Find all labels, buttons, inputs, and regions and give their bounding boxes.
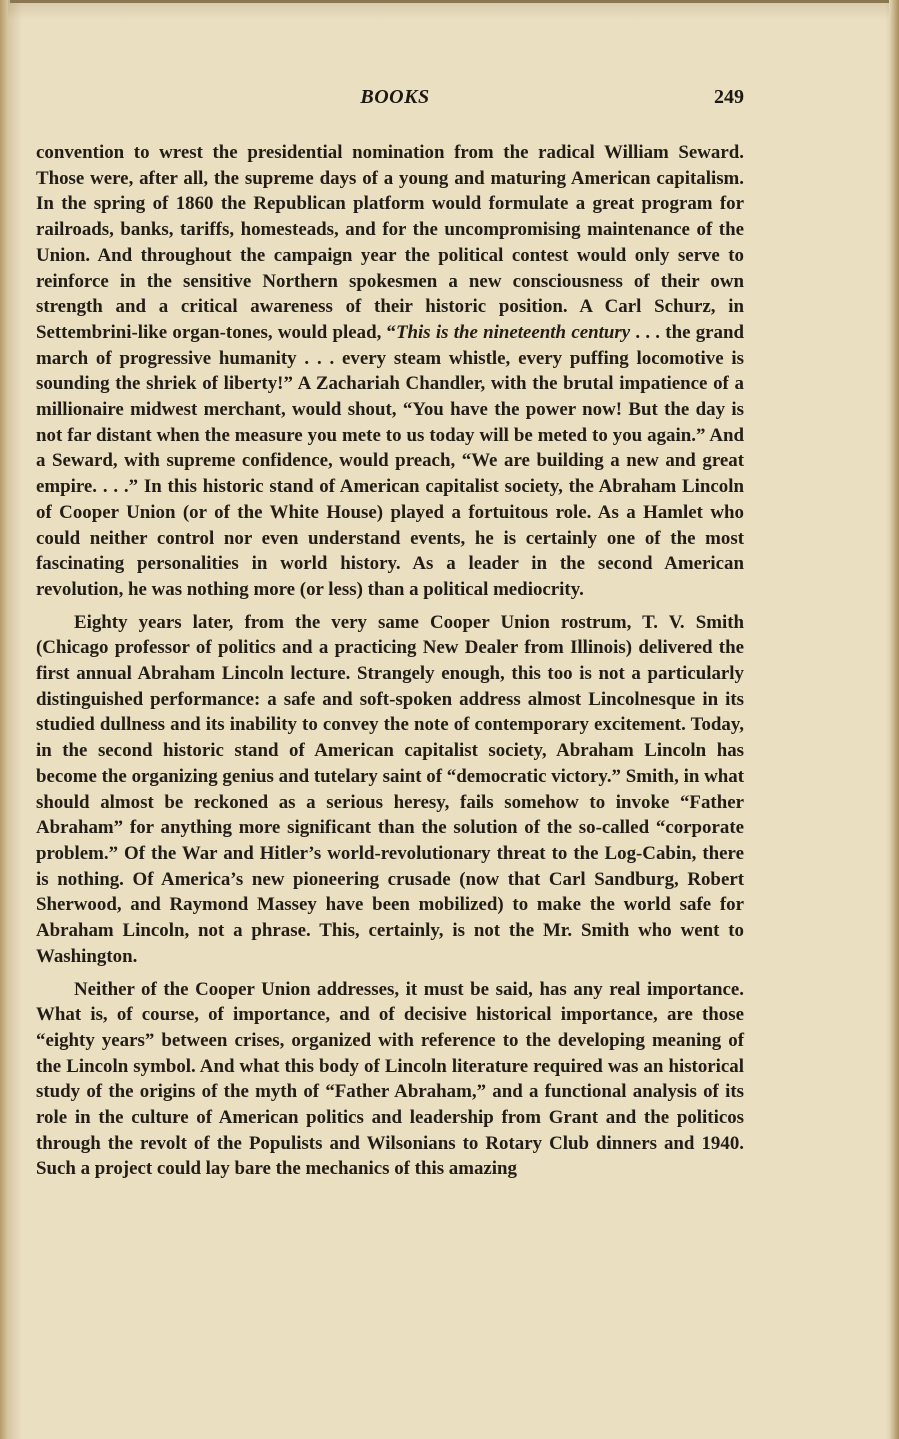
paragraph-1 <box>36 140 744 603</box>
running-head: BOOKS <box>360 86 430 108</box>
page-header <box>36 86 754 116</box>
paragraph-1-part-1: convention to wrest the presidential nomination from the radical William Seward. Those were, after all, the supreme days of a young and maturing American capitalism. In the spring of 1860 the Republican platform would formulate a great program for railroads, banks, tariffs, homesteads, and for the uncompromising maintenance of the Union. And throughout the campaign year the political contest would only serve to reinforce in the sensitive Northern spokesmen a new consciousness of their own strength and a critical awareness of their historic position. A Carl Schurz, in Settembrini-like organ-tones, would plead, “ <box>36 142 744 343</box>
page-top-edge <box>10 0 889 3</box>
page-number: 249 <box>714 86 744 108</box>
paragraph-1-part-3: . . . the grand march of progressive humanity . . . every steam whistle, every puffing locomotive is sounding the shriek of liberty!” A Zachariah Chandler, with the brutal impatience of a millionaire midwest merchant, would shout, “You have the power now! But the day is not far distant when the measure you mete to us today will be meted to you again.” And a Seward, with supreme confidence, would preach, “We are building a new and great empire. . . .” In this historic stand of American capitalist society, the Abraham Lincoln of Cooper Union (or of the White House) played a fortuitous role. As a Hamlet who could neither control nor even understand events, he is certainly one of the most fascinating personalities in world history. As a leader in the second American revolution, he was nothing more (or less) than a political mediocrity. <box>36 321 744 600</box>
body-text <box>36 140 744 1189</box>
paragraph-2: Eighty years later, from the very same Cooper Union rostrum, T. V. Smith (Chicago professor of politics and a practicing New Dealer from Illinois) delivered the first annual Abraham Lincoln lecture. Strangely enough, this too is not a particularly distinguished performance: a safe and soft-spoken address almost Lincolnesque in its studied dullness and its inability to convey the note of contemporary excitement. Today, in the second historic stand of American capitalist society, Abraham Lincoln has become the organizing genius and tutelary saint of “democratic victory.” Smith, in what should almost be reckoned as a serious heresy, fails somehow to invoke “Father Abraham” for anything more significant than the solution of the so-called “corporate problem.” Of the War and Hitler’s world-revolutionary threat to the Log-Cabin, there is nothing. Of America’s new pioneering crusade (now that Carl Sandburg, Robert Sherwood, and Raymond Massey have been mobilized) to make the world safe for Abraham Lincoln, not a phrase. This, certainly, is not the Mr. Smith who went to Washington. <box>36 611 744 967</box>
page-edge-shadow <box>889 0 899 1439</box>
page-spine-shadow <box>0 0 8 1439</box>
paragraph-1-italic-quote: This is the nineteenth century <box>396 321 631 343</box>
paragraph-3: Neither of the Cooper Union addresses, it must be said, has any real importance. What is, of course, of importance, and of decisive historical importance, are those “eighty years” between crises, organized with reference to the developing meaning of the Lincoln symbol. And what this body of Lincoln literature required was an historical study of the origins of the myth of “Father Abraham,” and a functional analysis of its role in the culture of American politics and leadership from Grant and the politicos through the revolt of the Populists and Wilsonians to Rotary Club dinners and 1940. Such a project could lay bare the mechanics of this amazing <box>36 978 744 1180</box>
